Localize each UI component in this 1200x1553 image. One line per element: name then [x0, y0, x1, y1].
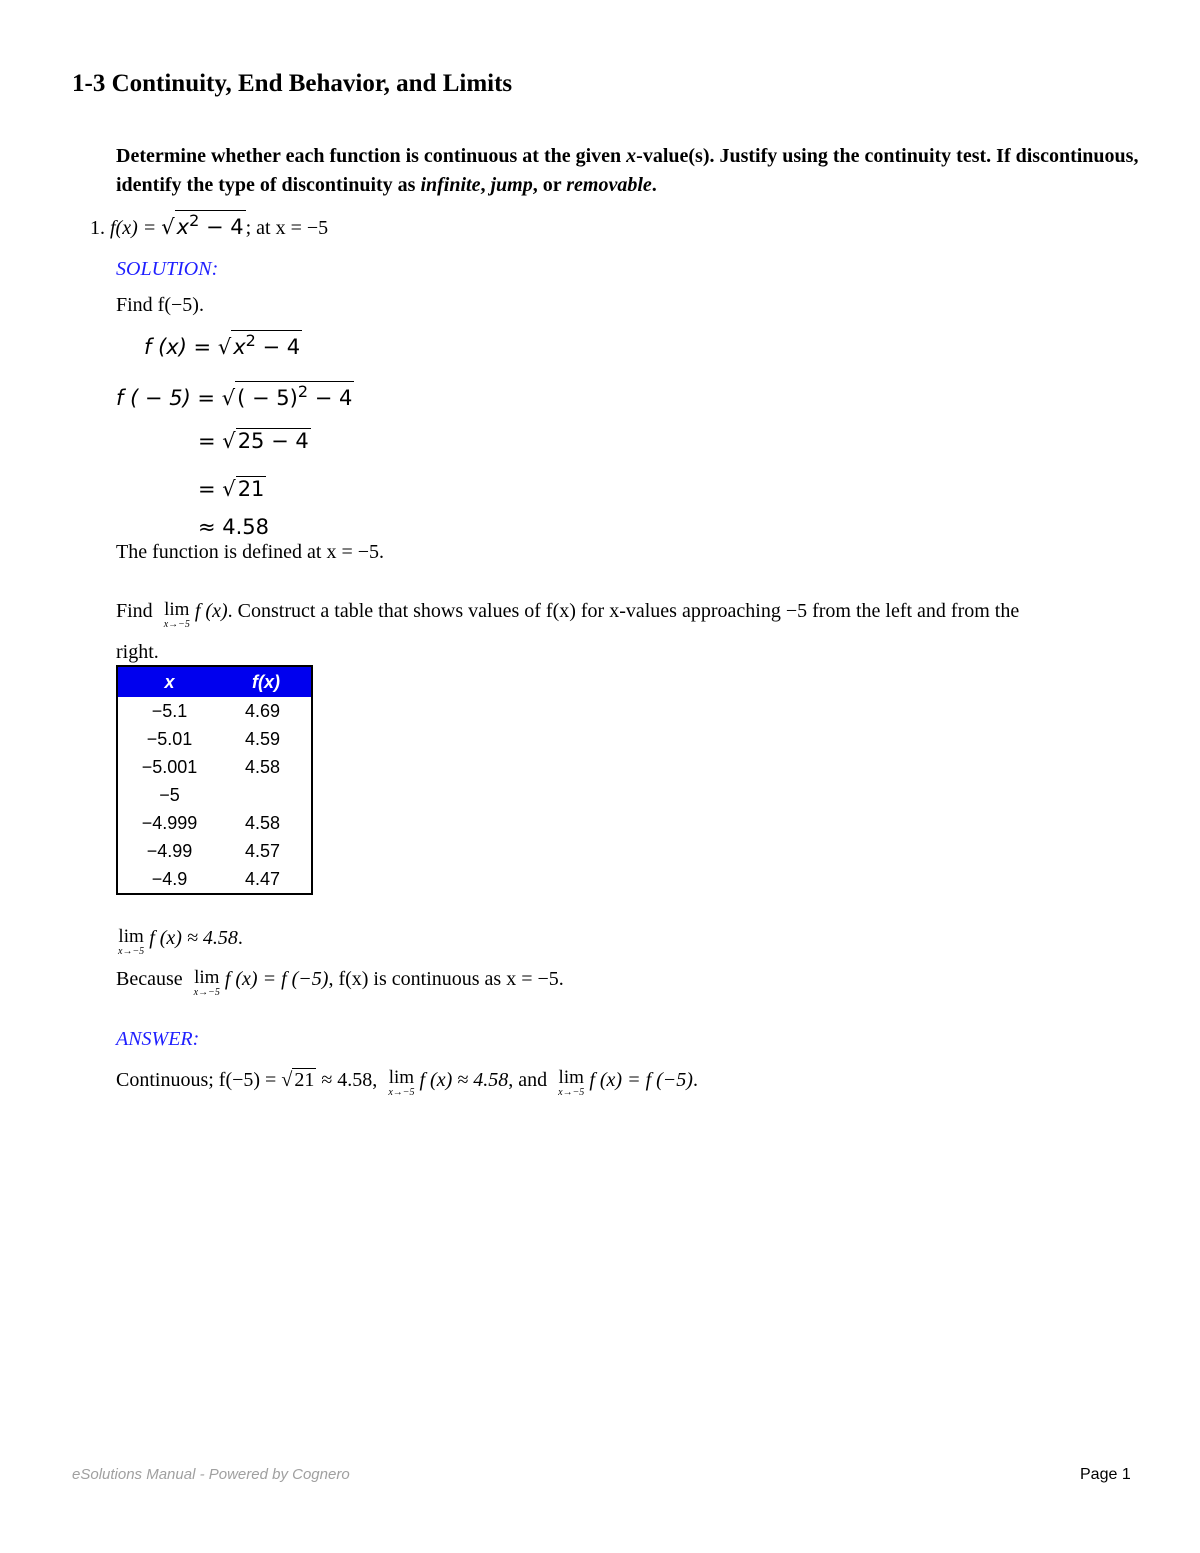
footer-credit: eSolutions Manual - Powered by Cognero: [72, 1466, 350, 1483]
answer-label: ANSWER:: [116, 1028, 200, 1050]
table-row: [117, 865, 312, 894]
table-row: [117, 697, 312, 725]
equation-3: = √25 − 4: [198, 429, 309, 453]
table-row: [117, 725, 312, 753]
table-cell: −4.99: [146, 840, 193, 861]
table-row: [117, 753, 312, 781]
table-cell: 4.59: [245, 728, 281, 749]
answer-statement: Continuous; f(−5) = √ 21 ≈ 4.58, lim x→−5 f (x) ≈ 4.58, and lim x→−5 f (x) = f (−5).: [116, 1067, 698, 1098]
table-cell: 4.47: [245, 868, 281, 889]
find-f-step: Find f(−5).: [116, 294, 204, 316]
table-cell: 4.58: [245, 756, 281, 777]
table-row: [117, 809, 312, 837]
page-number: Page 1: [1080, 1466, 1131, 1483]
instructions: Determine whether each function is continuous at the given x-value(s). Justify using the continuity test. If discontinuous, identify the type of discontinuity as infinite, jump, or removable.: [116, 145, 1139, 196]
table-cell: −4.999: [141, 812, 198, 833]
equation-5: ≈ 4.58: [198, 515, 270, 539]
table-header-row: [117, 666, 312, 697]
find-limit-step: Find lim x→−5 f (x). Construct a table that shows values of f(x) for x-values approaching −5 from the left and from the: [116, 599, 1020, 630]
because-statement: Because lim x→−5 f (x) = f (−5), f(x) is continuous as x = −5.: [116, 967, 564, 998]
table-cell: −5.01: [146, 728, 193, 749]
table-cell: 4.58: [245, 812, 281, 833]
table-cell: −5.1: [151, 700, 188, 721]
table-cell: 4.57: [245, 840, 281, 861]
column-header-fx: f(x): [221, 666, 312, 697]
equation-4: = √21: [198, 477, 265, 501]
table-cell: −5.001: [141, 756, 198, 777]
problem-statement: 1. $f(x) = √x^2 - 4$ ; at x = −5: [90, 211, 329, 239]
table-row: [117, 781, 312, 809]
table-cell: −5: [159, 784, 180, 805]
solution-label: SOLUTION:: [116, 258, 219, 280]
column-header-x: x: [117, 666, 221, 697]
find-limit-continued: right.: [116, 641, 159, 663]
table-cell: [221, 781, 312, 809]
values-table: [116, 665, 313, 895]
page-title: 1-3 Continuity, End Behavior, and Limits: [72, 70, 513, 97]
table-cell: −4.9: [151, 868, 188, 889]
equation-2: f ( − 5) = √( − 5)$^2$ − 4: [116, 382, 353, 410]
table-row: [117, 837, 312, 865]
limit-result: lim x→−5 f (x) ≈ 4.58.: [118, 926, 243, 957]
defined-statement: The function is defined at x = −5.: [116, 541, 385, 563]
table-cell: 4.69: [245, 700, 281, 721]
equation-1: f $(x) = √x^2 - 4$: [144, 331, 301, 359]
